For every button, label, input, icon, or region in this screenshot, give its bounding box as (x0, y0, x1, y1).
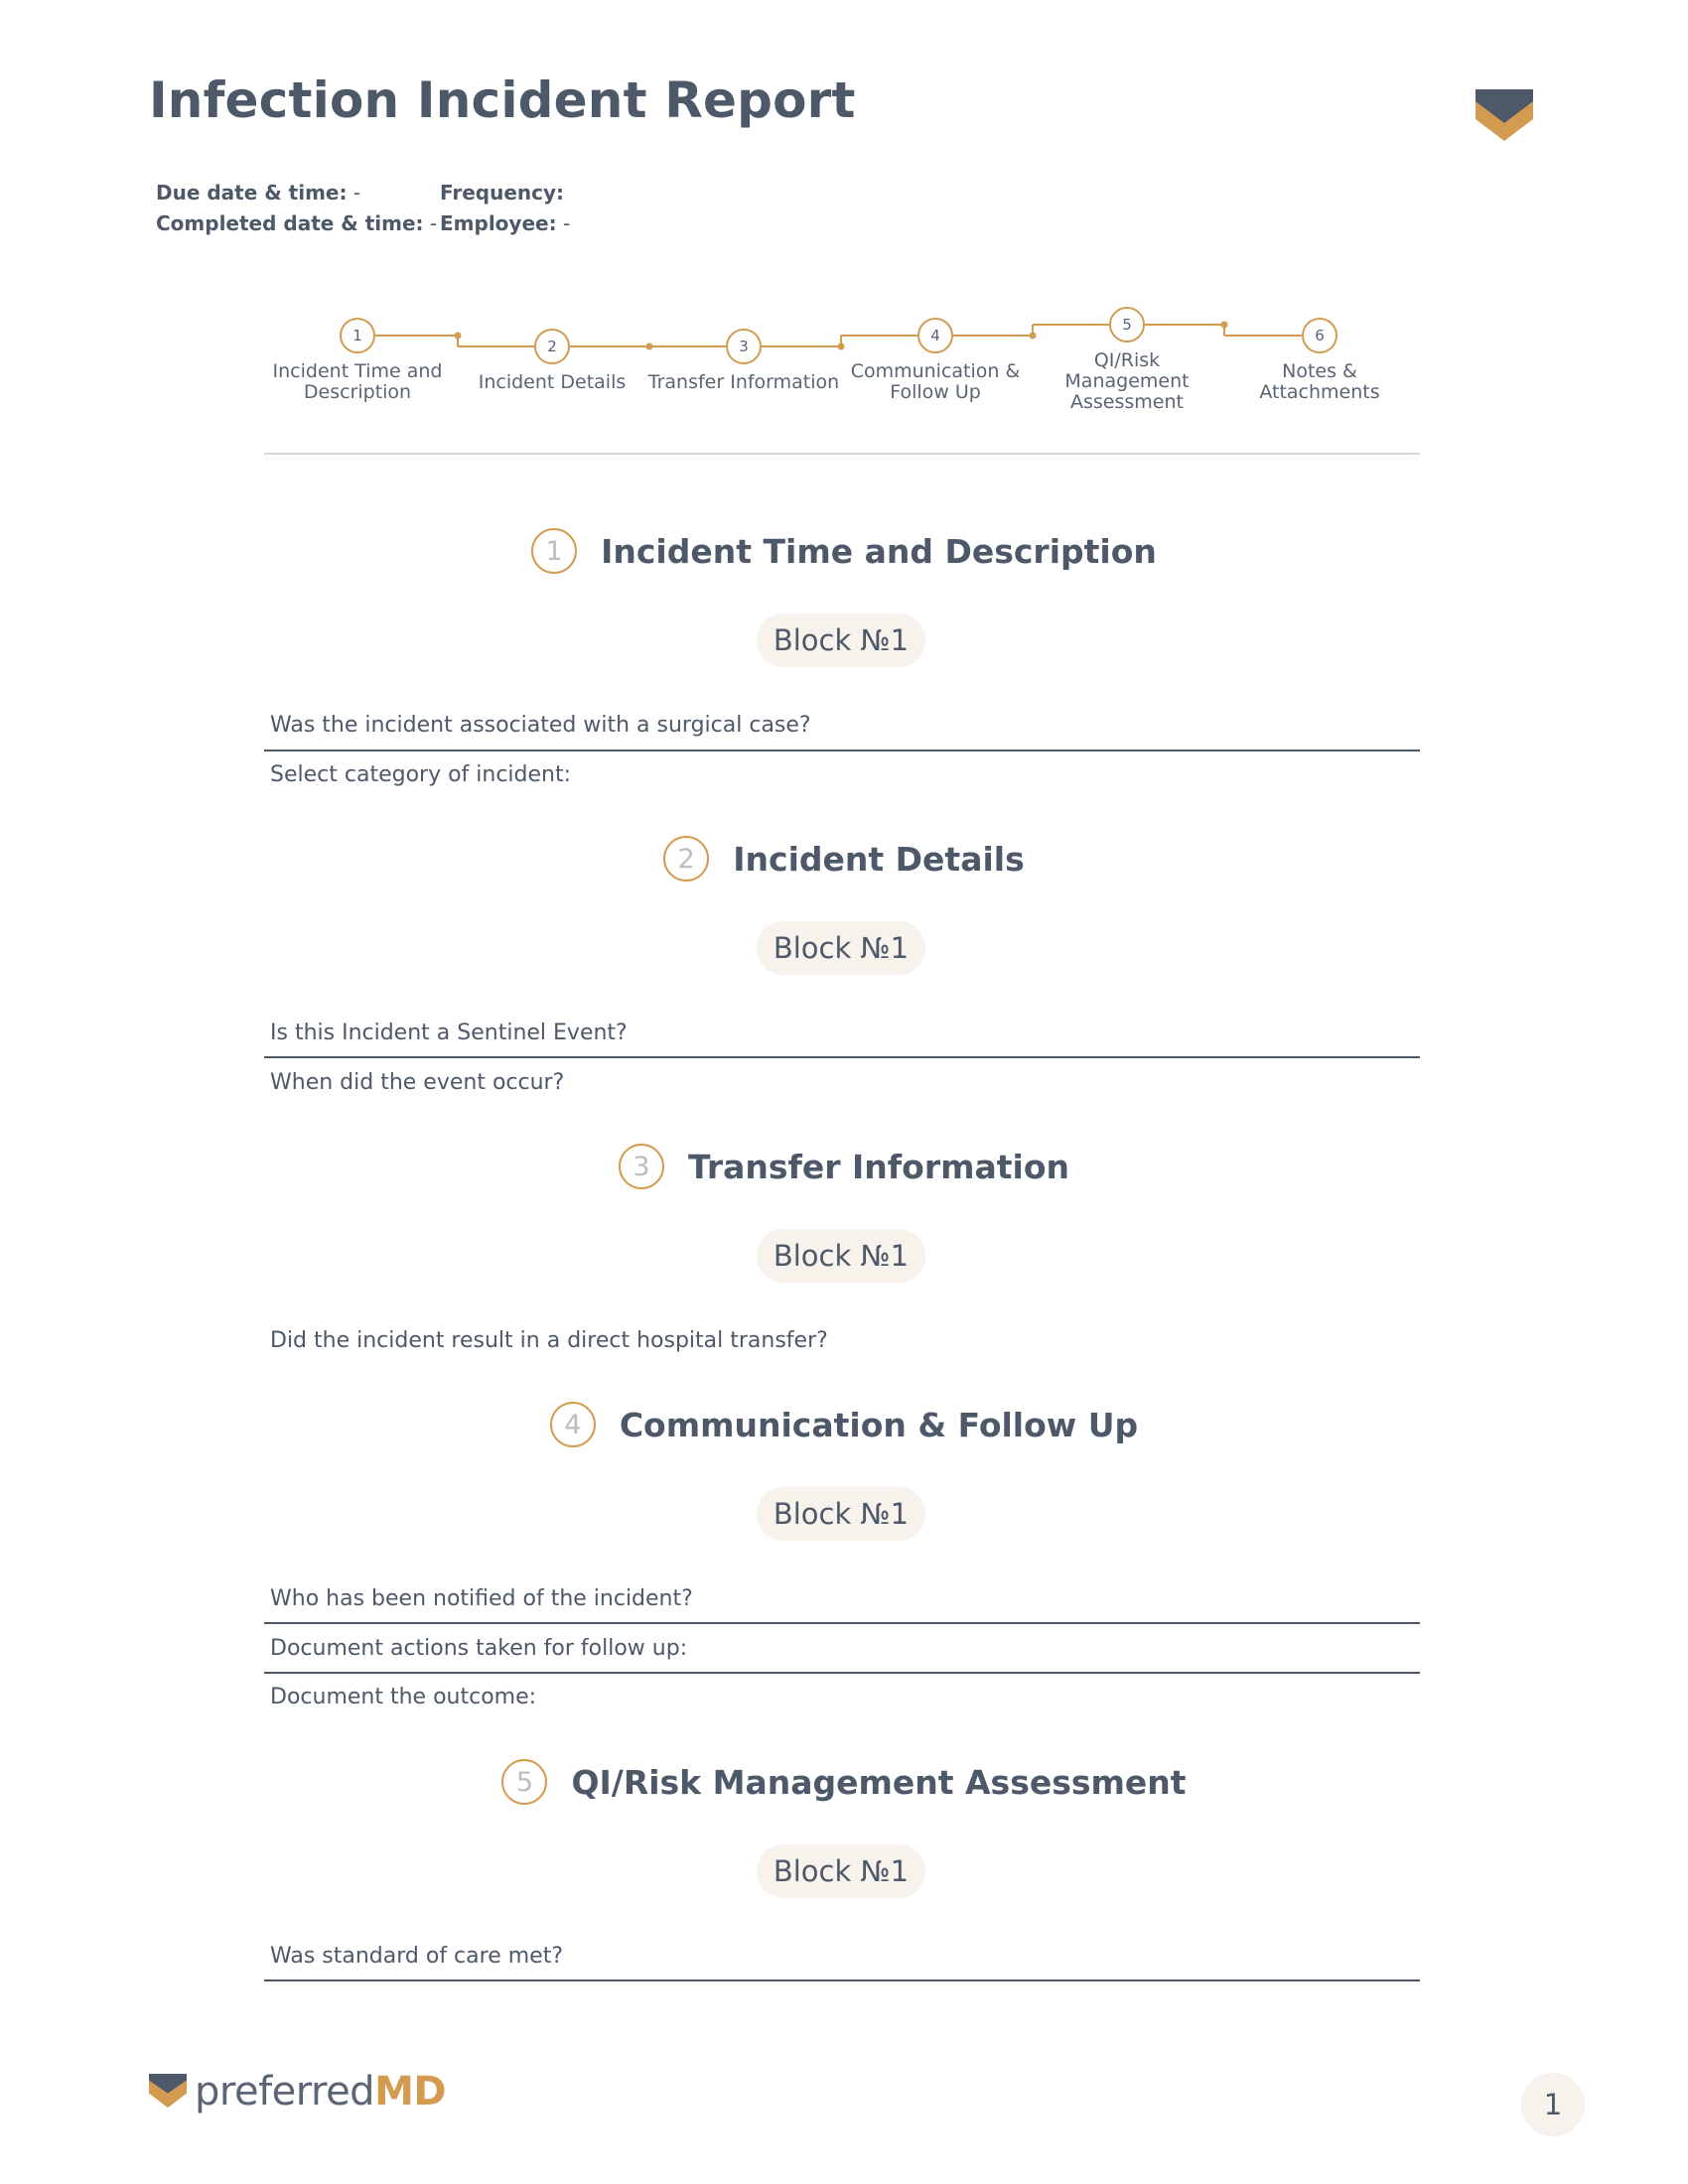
section-5-heading (0, 1759, 1688, 1805)
section-1-heading (0, 528, 1688, 574)
section-3-title: Transfer Information (687, 1147, 1070, 1186)
section-5-block-badge: Block №1 (757, 1844, 925, 1898)
section-1-block-badge: Block №1 (757, 614, 925, 667)
section-1-title: Incident Time and Description (601, 531, 1157, 571)
section-1-question-2: Select category of incident: (270, 762, 572, 787)
footer-brand-logo (149, 2069, 467, 2118)
section-3-heading (0, 1144, 1688, 1189)
step-1-label: Incident Time and Description (272, 360, 443, 403)
page-number: 1 (1521, 2073, 1585, 2136)
section-3-question-1: Did the incident result in a direct hospital transfer? (270, 1328, 828, 1353)
question-divider (264, 1979, 1420, 1981)
section-5-title: QI/Risk Management Assessment (571, 1762, 1187, 1802)
section-3-number: 3 (619, 1144, 664, 1189)
step-3-number: 3 (739, 338, 749, 355)
step-1-number: 1 (352, 327, 362, 344)
question-divider (264, 1622, 1420, 1624)
progress-stepper (0, 0, 1688, 437)
section-5-question-1: Was standard of care met? (270, 1944, 563, 1969)
section-4-question-3: Document the outcome: (270, 1685, 537, 1709)
section-2-number: 2 (663, 836, 709, 882)
section-1-number: 1 (531, 528, 577, 574)
page-title: Infection Incident Report (149, 71, 856, 129)
section-4-heading (0, 1402, 1688, 1447)
due-date-label: Due date & time: (156, 181, 348, 205)
brand-wordmark-part2: MD (374, 2069, 447, 2115)
section-2-question-1: Is this Incident a Sentinel Event? (270, 1021, 628, 1045)
step-2-number: 2 (547, 338, 557, 355)
section-4-question-2: Document actions taken for follow up: (270, 1636, 688, 1661)
step-6-number: 6 (1315, 327, 1325, 344)
step-5-label: QI/Risk Management Assessment (1064, 349, 1190, 413)
step-5-number: 5 (1122, 316, 1132, 334)
employee-label: Employee: (440, 211, 557, 235)
step-4-number: 4 (930, 327, 940, 344)
section-4-title: Communication & Follow Up (619, 1405, 1139, 1444)
step-4-label: Communication & Follow Up (850, 360, 1021, 403)
question-divider (264, 1056, 1420, 1058)
section-4-number: 4 (550, 1402, 596, 1447)
employee-value: - (562, 211, 571, 235)
section-2-block-badge: Block №1 (757, 921, 925, 975)
section-2-question-2: When did the event occur? (270, 1070, 565, 1095)
question-divider (264, 750, 1420, 751)
header-divider (264, 453, 1420, 455)
due-date-value: - (352, 181, 361, 205)
section-1-question-1: Was the incident associated with a surgical case? (270, 713, 811, 738)
brand-wordmark-part1: preferred (195, 2069, 375, 2115)
section-2-heading (0, 836, 1688, 882)
brand-wordmark (195, 2069, 446, 2115)
completed-date-label: Completed date & time: (156, 211, 424, 235)
section-5-number: 5 (501, 1759, 547, 1805)
section-4-question-1: Who has been notified of the incident? (270, 1586, 693, 1611)
brand-mark-icon (149, 2073, 187, 2113)
completed-date-value: - (429, 211, 438, 235)
step-2-label: Incident Details (478, 371, 627, 393)
question-divider (264, 1672, 1420, 1674)
step-6-label: Notes & Attachments (1259, 360, 1380, 403)
section-3-block-badge: Block №1 (757, 1229, 925, 1283)
section-4-block-badge: Block №1 (757, 1487, 925, 1541)
step-3-label: Transfer Information (647, 371, 840, 393)
section-2-title: Incident Details (733, 839, 1025, 879)
frequency-label: Frequency: (440, 181, 565, 205)
